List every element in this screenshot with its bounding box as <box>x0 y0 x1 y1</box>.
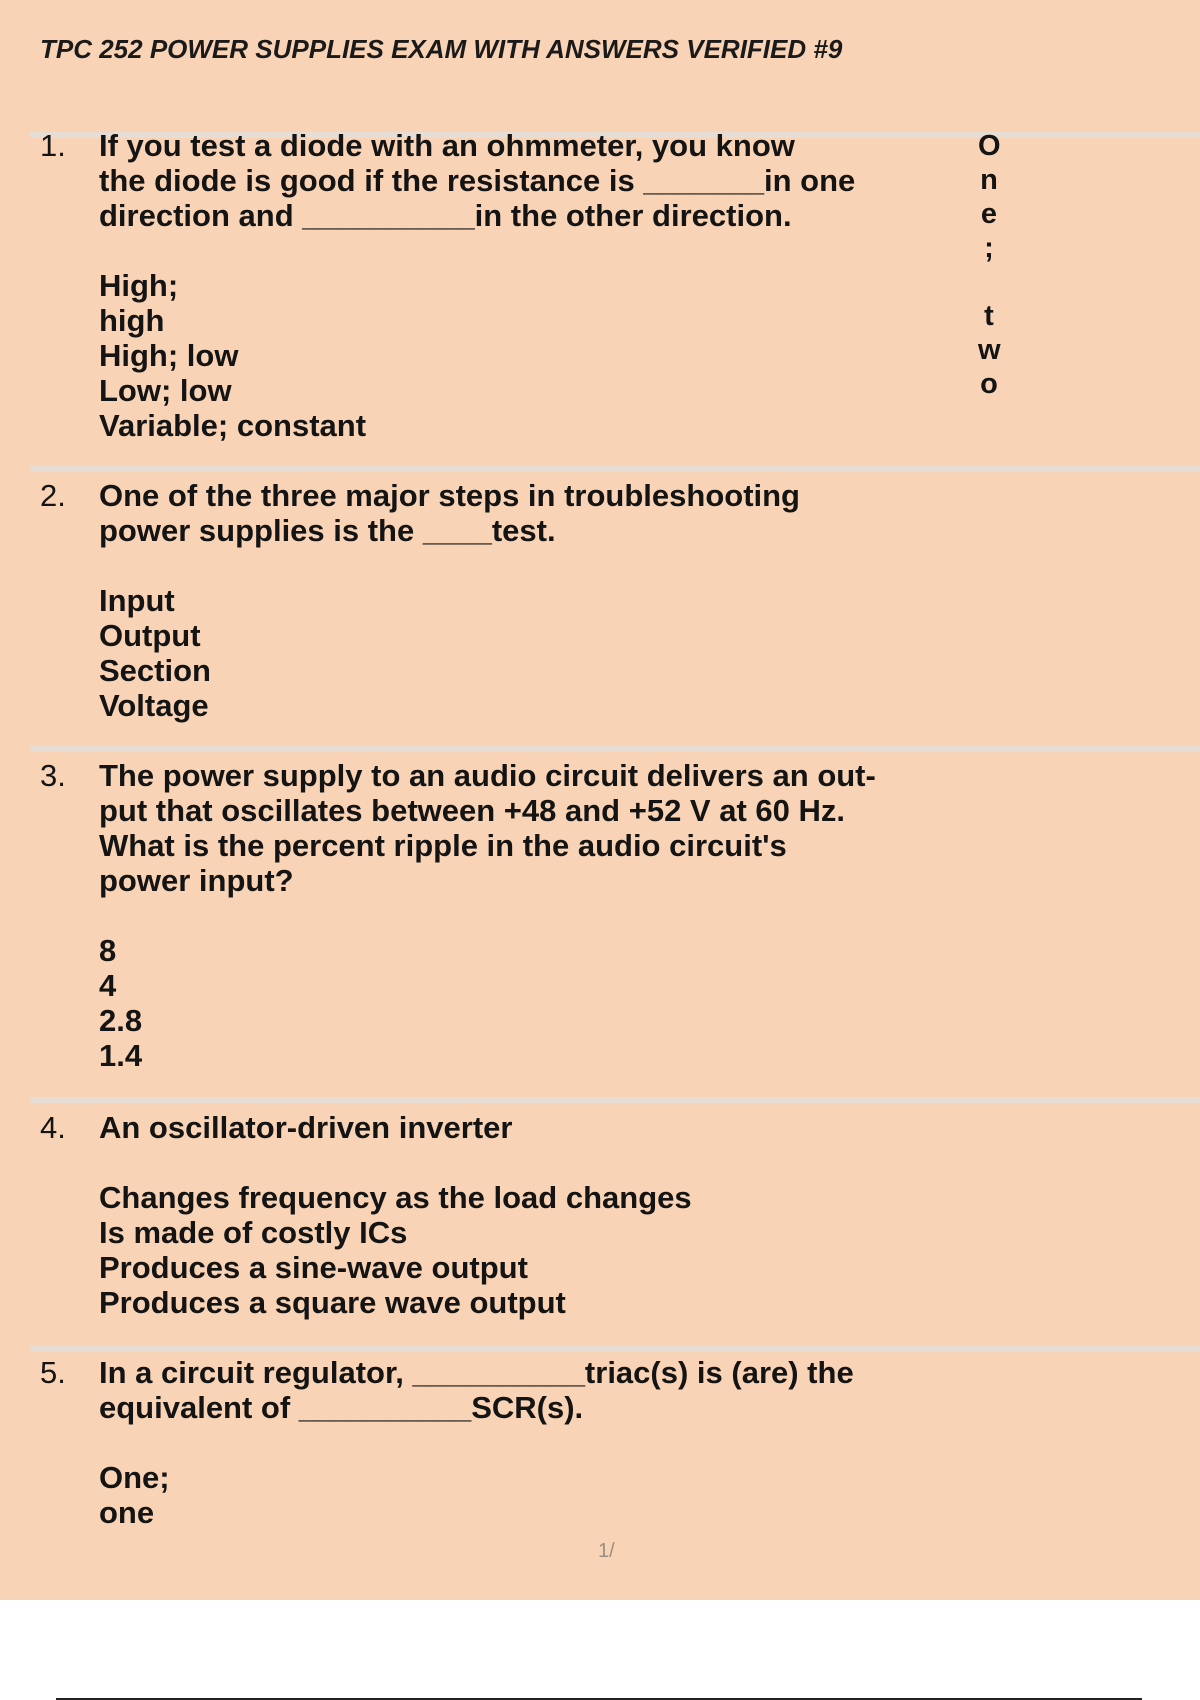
answer-letter: w <box>978 334 1001 366</box>
question-text <box>99 1355 919 1425</box>
question-text-line: the diode is good if the resistance is _______in one <box>99 163 856 198</box>
question-text <box>99 128 919 233</box>
answer-option: High; low <box>99 338 239 373</box>
answer-option: Output <box>99 618 201 653</box>
question-number: 3. <box>40 758 66 793</box>
answer-letter: t <box>984 300 994 332</box>
question-text-line: One of the three major steps in troubleshooting <box>99 478 800 513</box>
answer-option: Low; low <box>99 373 232 408</box>
question-number: 4. <box>40 1110 66 1145</box>
answer-option: 4 <box>99 968 117 1003</box>
question-4 <box>0 1110 1200 1340</box>
answer-option: 8 <box>99 933 117 968</box>
answer-option: One; <box>99 1460 170 1495</box>
answer-options <box>99 583 211 723</box>
answer-option: high <box>99 303 165 338</box>
answer-option: Section <box>99 653 211 688</box>
question-text-line: put that oscillates between +48 and +52 V at 60 Hz. <box>99 793 845 828</box>
answer-option: Variable; constant <box>99 408 367 443</box>
answer-option: Voltage <box>99 688 209 723</box>
question-text <box>99 478 919 548</box>
answer-option: Is made of costly ICs <box>99 1215 408 1250</box>
question-number: 2. <box>40 478 66 513</box>
answer-option: one <box>99 1495 155 1530</box>
question-2 <box>0 478 1200 728</box>
document-title: TPC 252 POWER SUPPLIES EXAM WITH ANSWERS VERIFIED #9 <box>40 34 843 64</box>
question-text-line: The power supply to an audio circuit delivers an out- <box>99 758 876 793</box>
answer-option: High; <box>99 268 179 303</box>
answer-option: Produces a sine-wave output <box>99 1250 528 1285</box>
question-1 <box>0 128 1200 448</box>
question-text-line: In a circuit regulator, __________triac(s) is (are) the <box>99 1355 854 1390</box>
question-text-line: power supplies is the ____test. <box>99 513 556 548</box>
answer-option: 1.4 <box>99 1038 143 1073</box>
answer-letter: o <box>980 368 998 400</box>
answer-options <box>99 1180 692 1320</box>
question-separator <box>30 466 1200 472</box>
answer-option: 2.8 <box>99 1003 143 1038</box>
question-3 <box>0 758 1200 1078</box>
question-separator <box>30 1097 1200 1103</box>
answer-letter: O <box>978 130 1001 162</box>
question-text-line: An oscillator-driven inverter <box>99 1110 513 1145</box>
answer-letter: e <box>980 198 998 230</box>
question-number: 5. <box>40 1355 66 1390</box>
answer-letter: n <box>980 164 998 196</box>
question-separator <box>30 1346 1200 1352</box>
answer-letter: ; <box>984 232 994 264</box>
answer-option: Input <box>99 583 175 618</box>
question-number: 1. <box>40 128 66 163</box>
question-text-line: direction and __________in the other direction. <box>99 198 792 233</box>
question-separator <box>30 746 1200 752</box>
question-text-line: If you test a diode with an ohmmeter, you know <box>99 128 795 163</box>
answer-options <box>99 268 366 443</box>
answer-options <box>99 933 142 1073</box>
answer-option: Produces a square wave output <box>99 1285 566 1320</box>
question-text-line: What is the percent ripple in the audio circuit's <box>99 828 787 863</box>
question-5 <box>0 1355 1200 1535</box>
answer-options <box>99 1460 170 1530</box>
question-text <box>99 758 919 898</box>
question-text-line: power input? <box>99 863 294 898</box>
answer-option: Changes frequency as the load changes <box>99 1180 692 1215</box>
question-text <box>99 1110 919 1145</box>
page-number: 1/ <box>598 1540 615 1562</box>
question-text-line: equivalent of __________SCR(s). <box>99 1390 584 1425</box>
